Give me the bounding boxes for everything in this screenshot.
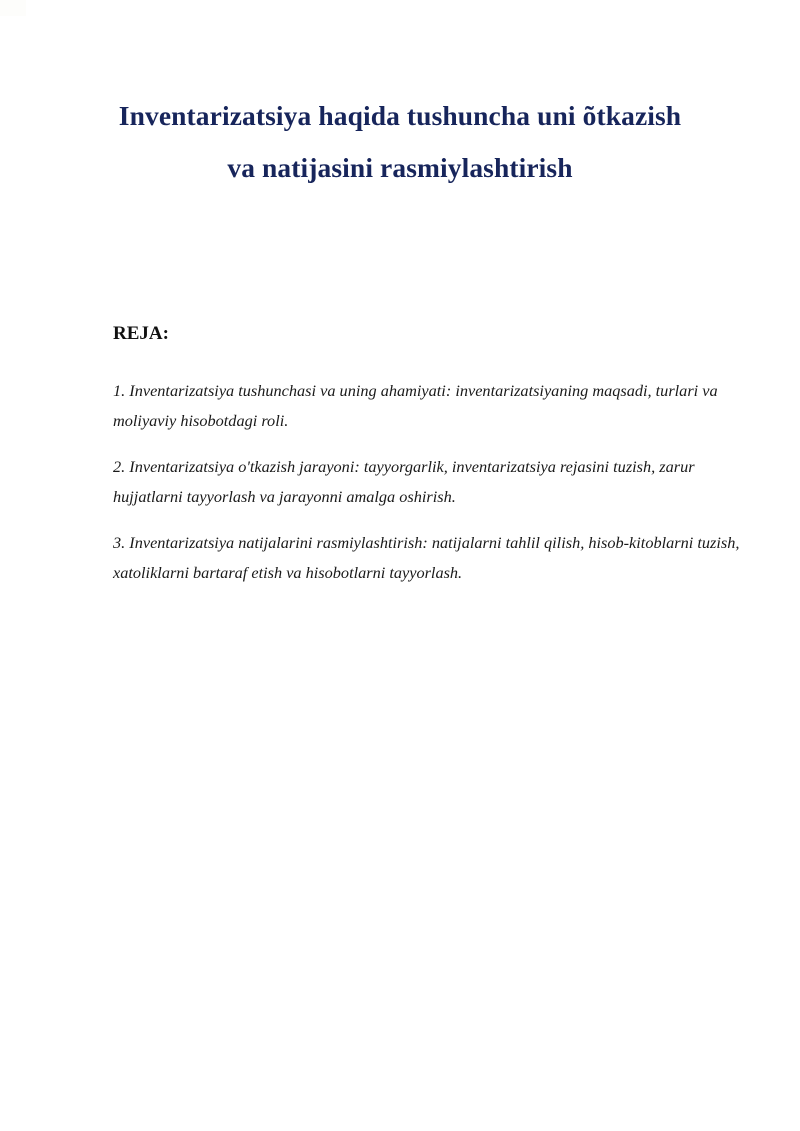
document-title [60, 90, 740, 194]
page-corner-tint [0, 0, 26, 16]
document-title-line-1: Inventarizatsiya haqida tushuncha uni õtkazish [118, 100, 682, 132]
document-body [113, 322, 744, 588]
plan-item-1: 1. Inventarizatsiya tushunchasi va uning ahamiyati: inventarizatsiyaning maqsadi, turlari va moliyaviy hisobotdagi roli. [113, 381, 718, 430]
plan-heading: REJA: [113, 323, 169, 344]
plan-item-2: 2. Inventarizatsiya o'tkazish jarayoni: tayyorgarlik, inventarizatsiya rejasini tuzish, zarur hujjatlarni tayyorlash va jarayonni amalga oshirish. [113, 457, 695, 506]
plan-item-3: 3. Inventarizatsiya natijalarini rasmiylashtirish: natijalarni tahlil qilish, hisob-kitoblarni tuzish, xatoliklarni bartaraf etish va hisobotlarni tayyorlash. [113, 533, 740, 582]
document-title-line-2: va natijasini rasmiylashtirish [227, 152, 573, 184]
